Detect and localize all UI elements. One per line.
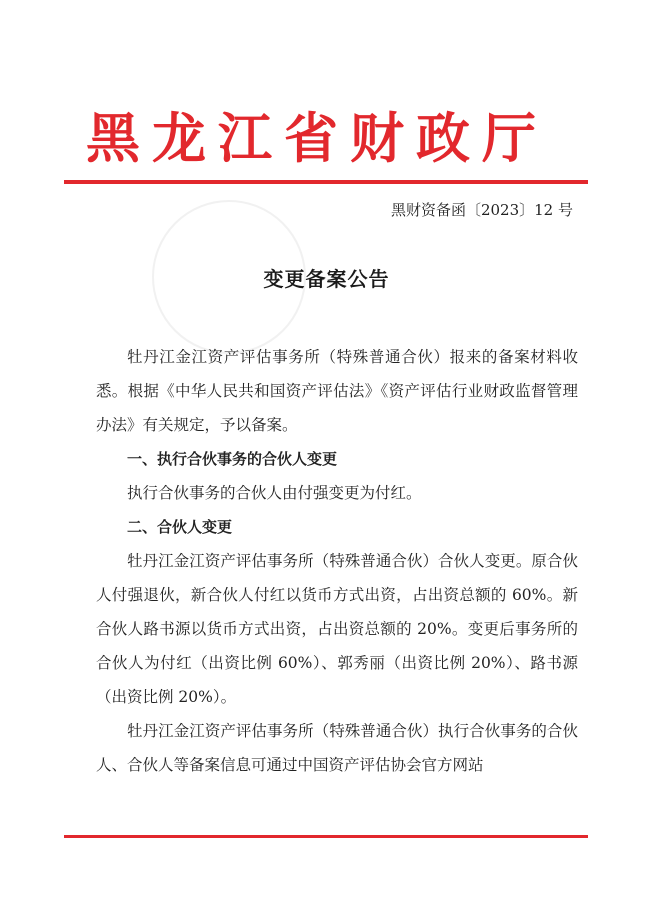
document-title: 变更备案公告 (263, 267, 390, 291)
closing-paragraph: 牡丹江金江资产评估事务所（特殊普通合伙）执行合伙事务的合伙人、合伙人等备案信息可通过中国资产评估协会官方网站 (96, 722, 578, 774)
intro-paragraph: 牡丹江金江资产评估事务所（特殊普通合伙）报来的备案材料收悉。根据《中华人民共和国资产评估法》《资产评估行业财政监督管理办法》有关规定，予以备案。 (96, 348, 578, 434)
document-body (96, 340, 578, 782)
document-number: 黑财资备函〔2023〕12 号 (390, 201, 573, 219)
section-1-paragraph: 执行合伙事务的合伙人由付强变更为付红。 (127, 484, 422, 502)
agency-header-title: 黑龙江省财政厅 (86, 106, 548, 170)
section-heading-1: 一、执行合伙事务的合伙人变更 (127, 450, 338, 468)
footer-divider-line (64, 835, 588, 838)
section-heading-2: 二、合伙人变更 (127, 518, 233, 536)
section-2-paragraph: 牡丹江金江资产评估事务所（特殊普通合伙）合伙人变更。原合伙人付强退伙，新合伙人付红以货币方式出资，占出资总额的 60%。新合伙人路书源以货币方式出资，占出资总额的 20%。变更后事务所的合伙人为付红（出资比例 60%）、郭秀丽（出资比例 20%）、路书源（出资比例 20%）。 (96, 552, 578, 706)
header-divider-line (64, 180, 588, 184)
